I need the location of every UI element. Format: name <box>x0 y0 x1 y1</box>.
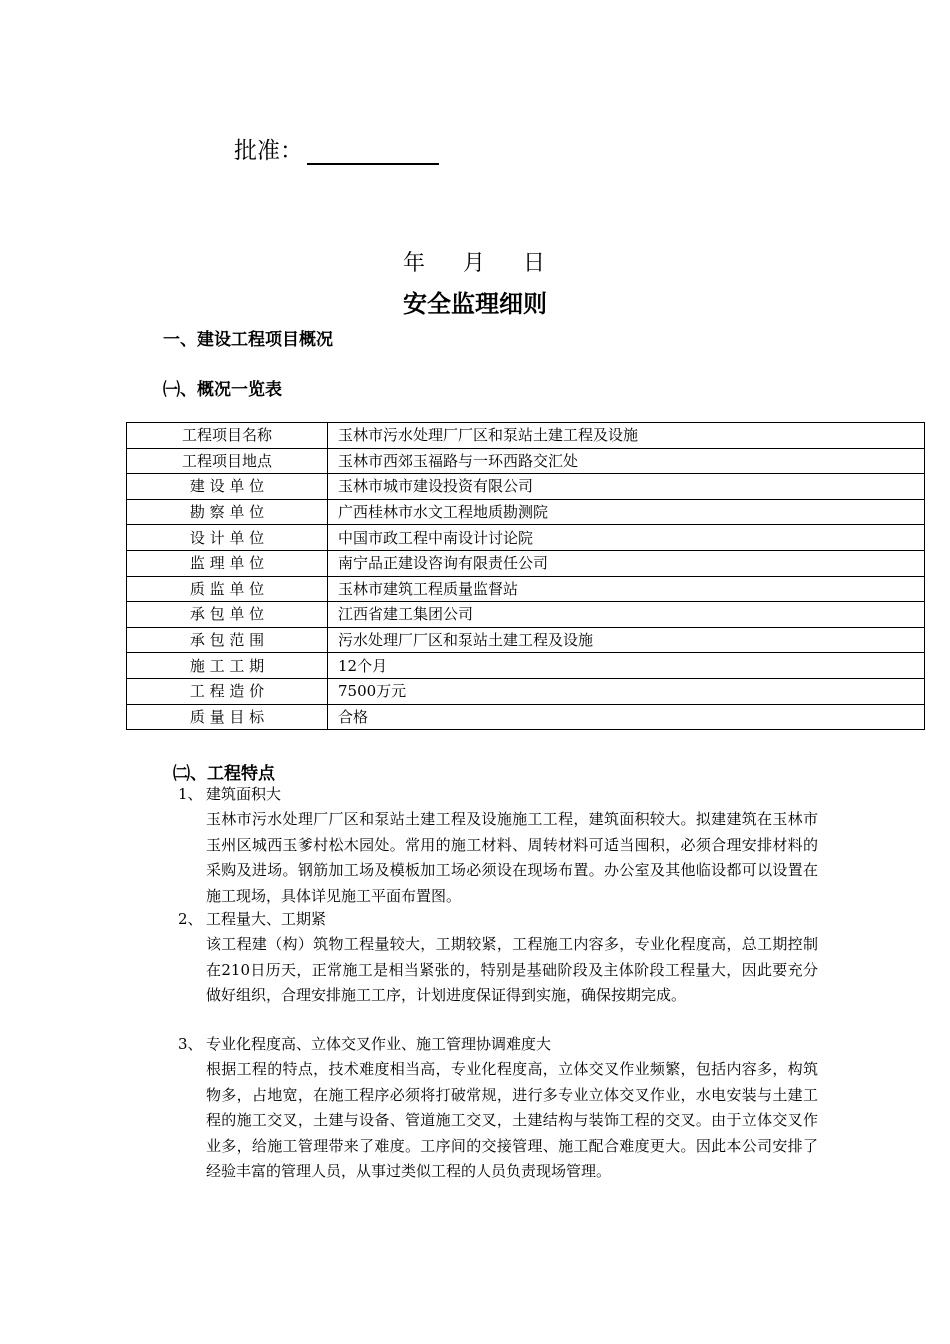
table-value-cell: 7500万元 <box>328 678 925 704</box>
table-row <box>127 499 925 525</box>
section-heading-overview: 一、建设工程项目概况 <box>163 330 333 350</box>
table-key-cell: 质 量 目 标 <box>127 704 328 730</box>
table-row <box>127 423 925 449</box>
feature-item: 2、 工程量大、工期紧 该工程建（构）筑物工程量较大，工期较紧，工程施工内容多，专业化程度高，总工期控制在210日历天，正常施工是相当紧张的，特别是基础阶段及主体阶段工程量大，因此要充分做好组织，合理安排施工工序，计划进度保证得到实施，确保按期完成。 <box>178 907 818 1009</box>
table-value-cell: 玉林市城市建设投资有限公司 <box>328 474 925 500</box>
table-key-cell: 工程项目地点 <box>127 448 328 474</box>
table-row <box>127 704 925 730</box>
overview-table <box>126 422 925 730</box>
subsection-heading-table: ㈠、概况一览表 <box>163 380 282 400</box>
table-key-cell: 工程项目名称 <box>127 423 328 449</box>
table-row <box>127 627 925 653</box>
feature-item: 1、 建筑面积大 玉林市污水处理厂厂区和泵站土建工程及设施施工工程，建筑面积较大。拟建建筑在玉林市玉州区城西玉爹村松木园处。常用的施工材料、周转材料可适当囤积，必须合理安排材料的采购及进场。钢筋加工场及模板加工场必须设在现场布置。办公室及其他临设都可以设置在施工现场，具体详见施工平面布置图。 <box>178 782 818 909</box>
feature-text: 该工程建（构）筑物工程量较大，工期较紧，工程施工内容多，专业化程度高，总工期控制在210日历天，正常施工是相当紧张的，特别是基础阶段及主体阶段工程量大，因此要充分做好组织，合理安排施工工序，计划进度保证得到实施，确保按期完成。 <box>206 935 818 1004</box>
document-title: 安全监理细则 <box>403 290 547 318</box>
table-key-cell: 施 工 工 期 <box>127 653 328 679</box>
table-key-cell: 承 包 范 围 <box>127 627 328 653</box>
signature-blank <box>307 141 439 165</box>
feature-text: 玉林市污水处理厂厂区和泵站土建工程及设施施工工程，建筑面积较大。拟建建筑在玉林市玉州区城西玉爹村松木园处。常用的施工材料、周转材料可适当囤积，必须合理安排材料的采购及进场。钢筋加工场及模板加工场必须设在现场布置。办公室及其他临设都可以设置在施工现场，具体详见施工平面布置图。 <box>206 810 818 905</box>
table-row <box>127 448 925 474</box>
table-value-cell: 江西省建工集团公司 <box>328 602 925 628</box>
feature-title: 工程量大、工期紧 <box>206 910 327 928</box>
table-row <box>127 550 925 576</box>
feature-title: 专业化程度高、立体交叉作业、施工管理协调难度大 <box>206 1035 552 1053</box>
feature-title: 建筑面积大 <box>206 785 282 803</box>
table-value-cell: 玉林市西郊玉福路与一环西路交汇处 <box>328 448 925 474</box>
table-key-cell: 工 程 造 价 <box>127 678 328 704</box>
date-line: 年 月 日 <box>403 251 547 276</box>
table-row <box>127 602 925 628</box>
table-row <box>127 678 925 704</box>
approval-line <box>234 132 439 165</box>
table-value-cell: 南宁品正建设咨询有限责任公司 <box>328 550 925 576</box>
table-value-cell: 12个月 <box>328 653 925 679</box>
table-value-cell: 玉林市建筑工程质量监督站 <box>328 576 925 602</box>
table-key-cell: 建 设 单 位 <box>127 474 328 500</box>
table-value-cell: 广西桂林市水文工程地质勘测院 <box>328 499 925 525</box>
subsection-heading-features: ㈡、工程特点 <box>173 764 275 784</box>
approval-label: 批准： <box>234 138 303 164</box>
feature-item: 3、 专业化程度高、立体交叉作业、施工管理协调难度大 根据工程的特点，技术难度相当高，专业化程度高，立体交叉作业频繁，包括内容多，构筑物多，占地宽，在施工程序必须将打破常规，进行多专业立体交叉作业，水电安装与土建工程的施工交叉，土建与设备、管道施工交叉，土建结构与装饰工程的交叉。由于立体交叉作业多，给施工管理带来了难度。工序间的交接管理、施工配合难度更大。因此本公司安排了经验丰富的管理人员，从事过类似工程的人员负责现场管理。 <box>178 1032 818 1185</box>
table-key-cell: 设 计 单 位 <box>127 525 328 551</box>
table-row <box>127 474 925 500</box>
table-row <box>127 525 925 551</box>
table-key-cell: 监 理 单 位 <box>127 550 328 576</box>
table-row <box>127 653 925 679</box>
table-value-cell: 中国市政工程中南设计讨论院 <box>328 525 925 551</box>
table-value-cell: 污水处理厂厂区和泵站土建工程及设施 <box>328 627 925 653</box>
table-row <box>127 576 925 602</box>
table-value-cell: 玉林市污水处理厂厂区和泵站土建工程及设施 <box>328 423 925 449</box>
table-value-cell: 合格 <box>328 704 925 730</box>
table-key-cell: 勘 察 单 位 <box>127 499 328 525</box>
feature-text: 根据工程的特点，技术难度相当高，专业化程度高，立体交叉作业频繁，包括内容多，构筑物多，占地宽，在施工程序必须将打破常规，进行多专业立体交叉作业，水电安装与土建工程的施工交叉，土建与设备、管道施工交叉，土建结构与装饰工程的交叉。由于立体交叉作业多，给施工管理带来了难度。工序间的交接管理、施工配合难度更大。因此本公司安排了经验丰富的管理人员，从事过类似工程的人员负责现场管理。 <box>206 1060 818 1180</box>
table-key-cell: 承 包 单 位 <box>127 602 328 628</box>
table-key-cell: 质 监 单 位 <box>127 576 328 602</box>
